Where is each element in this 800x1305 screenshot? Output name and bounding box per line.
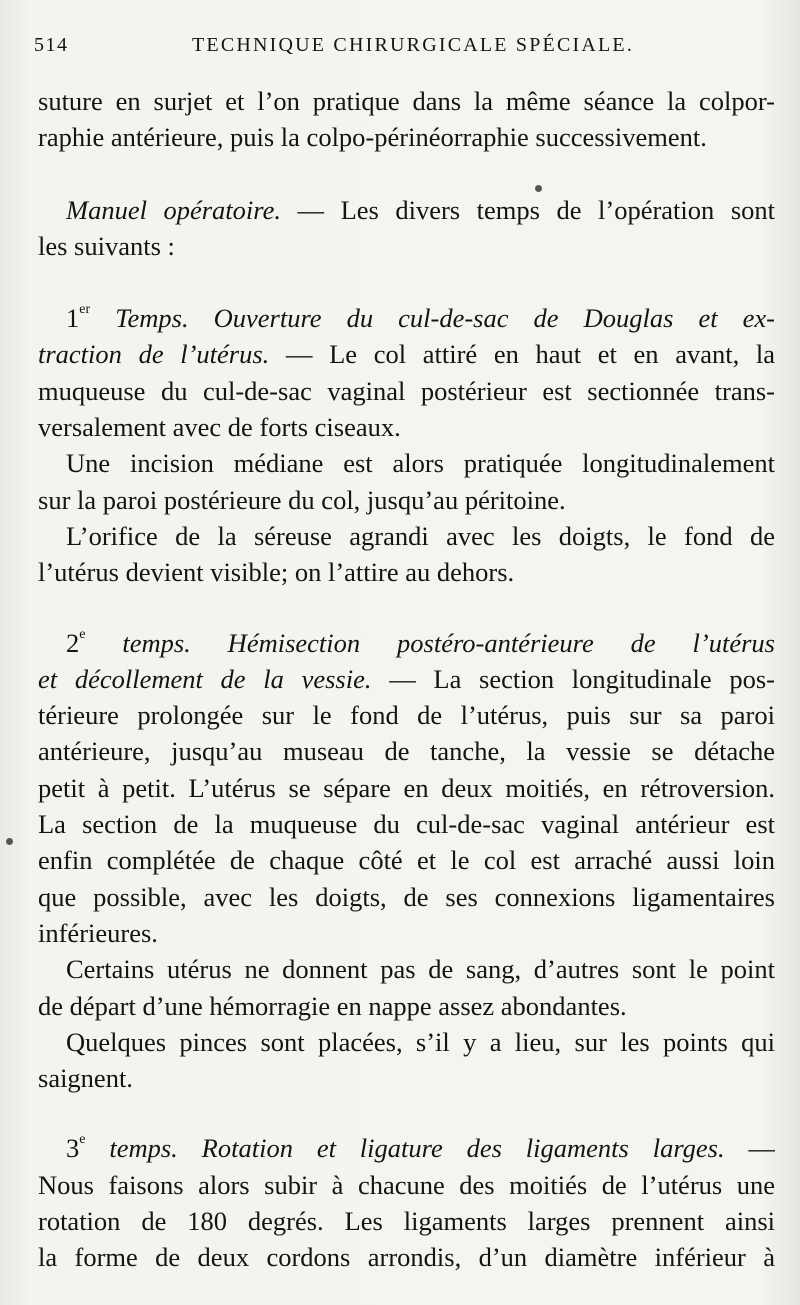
text-line: L’orifice de la séreuse agrandi avec les doigts, le fond de — [66, 520, 775, 551]
step-ordinal: e — [79, 626, 86, 642]
paragraph-gap — [38, 591, 775, 625]
text-line: l’utérus devient visible; on l’attire au dehors. — [38, 557, 515, 588]
paragraph-gap — [38, 1096, 775, 1130]
step-title: Temps. Ouverture du cul-de-sac de Douglas et ex- — [90, 303, 775, 334]
text-line: muqueuse du cul-de-sac vaginal postérieur est sectionnée trans- — [38, 375, 775, 406]
margin-bullet-mark — [6, 838, 13, 845]
step-title: temps. Rotation et ligature des ligaments larges. — [85, 1133, 725, 1164]
text-line: antérieure, jusqu’au museau de tanche, la vessie se détache — [38, 736, 775, 767]
step-ordinal: e — [79, 1132, 86, 1148]
paragraph-gap — [38, 264, 775, 300]
step-title: traction de l’utérus. — [38, 339, 270, 370]
paragraph-gap — [38, 156, 775, 192]
text-line: enfin complétée de chaque côté et le col est arraché aussi loin — [38, 845, 775, 876]
text-line: que possible, avec les doigts, de ses connexions ligamentaires — [38, 881, 775, 912]
text-line: suture en surjet et l’on pratique dans la même séance la colpor- — [38, 86, 775, 116]
text-line: rotation de 180 degrés. Les ligaments larges prennent ainsi — [38, 1206, 775, 1237]
text-line: La section de la muqueuse du cul-de-sac vaginal antérieur est — [38, 809, 775, 840]
text-line — [38, 625, 775, 661]
text-line: petit à petit. L’utérus se sépare en deux moitiés, en rétroversion. — [38, 772, 775, 803]
page-header — [34, 34, 760, 64]
text-run: — Les divers temps de l’opération sont — [281, 194, 775, 225]
step-ordinal: er — [79, 302, 91, 318]
text-line: de départ d’une hémorragie en nappe assez abondantes. — [38, 990, 627, 1021]
text-run: — — [724, 1133, 775, 1164]
section-title: Manuel opératoire. — [66, 194, 281, 225]
text-line: Une incision médiane est alors pratiquée longitudinalement — [66, 448, 775, 479]
text-line: térieure prolongée sur le fond de l’utérus, puis sur sa paroi — [38, 700, 775, 731]
text-line — [38, 300, 775, 336]
text-line: Quelques pinces sont placées, s’il y a lieu, sur les points qui — [66, 1026, 775, 1057]
text-line: inférieures. — [38, 917, 158, 948]
text-line — [38, 1130, 775, 1166]
text-line: Certains utérus ne donnent pas de sang, d’autres sont le point — [66, 954, 775, 985]
step-number: 3 — [66, 1133, 80, 1164]
text-line: raphie antérieure, puis la colpo-périnéorraphie successivement. — [38, 122, 707, 153]
page-number: 514 — [34, 34, 69, 56]
text-line — [38, 661, 775, 697]
step-number: 1 — [66, 303, 80, 334]
running-title: TECHNIQUE CHIRURGICALE SPÉCIALE. — [192, 34, 635, 56]
step-title: temps. Hémisection postéro-antérieure de l’utérus — [85, 627, 775, 658]
text-line — [38, 192, 775, 228]
text-line: sur la paroi postérieure du col, jusqu’au péritoine. — [38, 484, 566, 515]
text-run: — La section longitudinale pos- — [371, 663, 775, 694]
text-line: la forme de deux cordons arrondis, d’un diamètre inférieur à — [38, 1242, 775, 1273]
text-run: — Le col attiré en haut et en avant, la — [269, 339, 775, 370]
text-line: Nous faisons alors subir à chacune des moitiés de l’utérus une — [38, 1169, 775, 1200]
text-line: saignent. — [38, 1063, 133, 1094]
step-number: 2 — [66, 627, 80, 658]
text-line: les suivants : — [38, 230, 175, 261]
text-line: versalement avec de forts ciseaux. — [38, 412, 401, 443]
body-text — [38, 83, 775, 1276]
step-title: et décollement de la vessie. — [38, 663, 372, 694]
text-line — [38, 336, 775, 372]
